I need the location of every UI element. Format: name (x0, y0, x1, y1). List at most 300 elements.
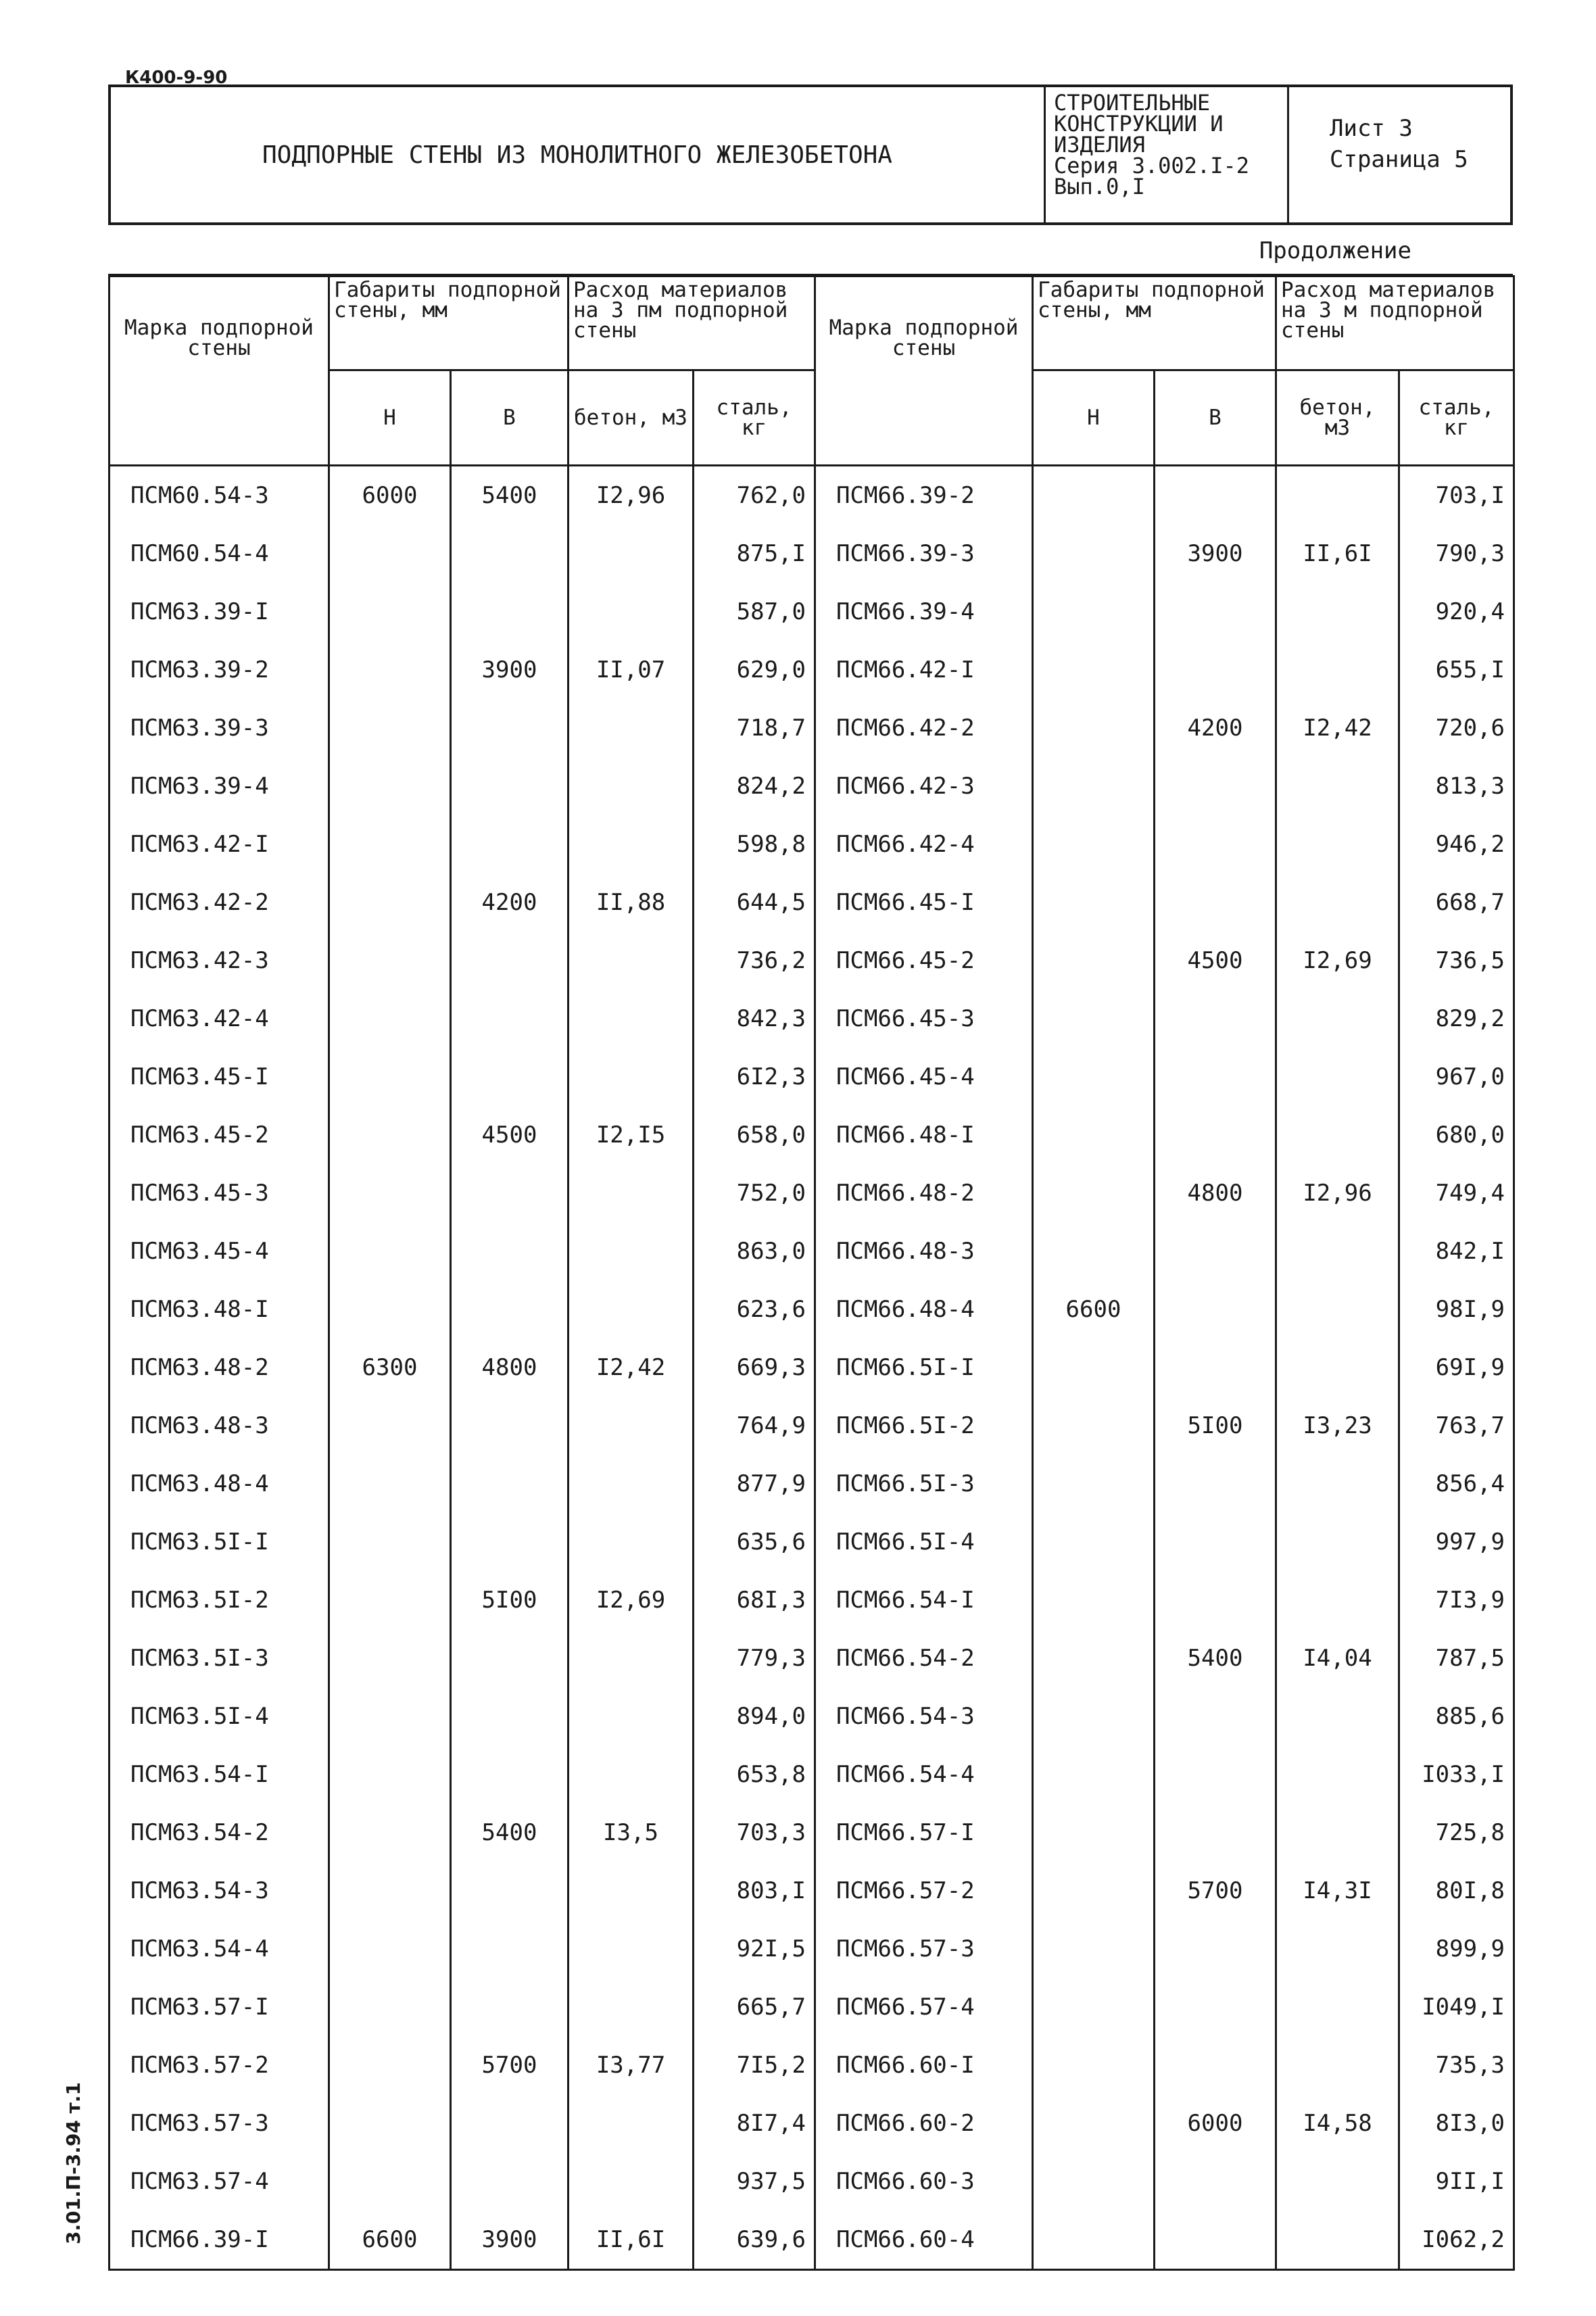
cell-h (329, 1687, 451, 1745)
cell-h (1033, 466, 1155, 525)
cell-b (451, 1455, 569, 1513)
cell-concrete (1276, 1222, 1399, 1280)
cell-mark: ПСМ66.60-2 (815, 2094, 1033, 2152)
cell-concrete: I2,69 (569, 1571, 694, 1629)
cell-b (451, 1048, 569, 1106)
cell-mark: ПСМ66.57-3 (815, 1920, 1033, 1978)
col-header-steel: сталь, кг (1399, 370, 1514, 466)
cell-h (329, 990, 451, 1048)
cell-b (1155, 1513, 1276, 1571)
table-row (110, 1513, 1514, 1571)
cell-b: 3900 (1155, 525, 1276, 583)
page-number: Страница 5 (1330, 146, 1468, 173)
cell-mark: ПСМ66.39-I (110, 2211, 329, 2270)
table-row (110, 990, 1514, 1048)
cell-h (329, 1397, 451, 1455)
cell-h (329, 583, 451, 641)
cell-steel: 829,2 (1399, 990, 1514, 1048)
cell-concrete (1276, 2036, 1399, 2094)
cell-b: 4500 (1155, 932, 1276, 990)
cell-steel: 842,3 (694, 990, 815, 1048)
cell-b (451, 525, 569, 583)
cell-mark: ПСМ63.48-3 (110, 1397, 329, 1455)
cell-steel: 863,0 (694, 1222, 815, 1280)
cell-b (1155, 2211, 1276, 2270)
cell-mark: ПСМ66.60-I (815, 2036, 1033, 2094)
cell-h (329, 525, 451, 583)
cell-h (329, 1804, 451, 1862)
cell-b (1155, 2036, 1276, 2094)
cell-h (1033, 1164, 1155, 1222)
cell-h (329, 873, 451, 932)
cell-concrete (569, 1862, 694, 1920)
cell-steel: 653,8 (694, 1745, 815, 1804)
table-row (110, 525, 1514, 583)
cell-h (329, 2036, 451, 2094)
cell-b (451, 1280, 569, 1338)
series-block (1044, 87, 1287, 222)
cell-h (329, 932, 451, 990)
cell-b (451, 1397, 569, 1455)
cell-steel: 885,6 (1399, 1687, 1514, 1745)
cell-mark: ПСМ66.57-I (815, 1804, 1033, 1862)
cell-concrete (1276, 1978, 1399, 2036)
cell-concrete (569, 2094, 694, 2152)
series-line: КОНСТРУКЦИИ И (1054, 111, 1224, 137)
cell-mark: ПСМ66.39-4 (815, 583, 1033, 641)
table-row (110, 1280, 1514, 1338)
cell-mark: ПСМ63.45-I (110, 1048, 329, 1106)
col-header-concrete: бетон, м3 (569, 370, 694, 466)
cell-h (1033, 1397, 1155, 1455)
table-row (110, 1862, 1514, 1920)
cell-b: 6000 (1155, 2094, 1276, 2152)
cell-steel: 894,0 (694, 1687, 815, 1745)
cell-h (329, 699, 451, 757)
cell-b (451, 1222, 569, 1280)
cell-mark: ПСМ63.39-3 (110, 699, 329, 757)
cell-mark: ПСМ66.45-4 (815, 1048, 1033, 1106)
table-row (110, 641, 1514, 699)
cell-steel: 920,4 (1399, 583, 1514, 641)
cell-b: 5I00 (1155, 1397, 1276, 1455)
cell-concrete: II,88 (569, 873, 694, 932)
cell-steel: 856,4 (1399, 1455, 1514, 1513)
cell-h (1033, 873, 1155, 932)
cell-concrete: I2,42 (1276, 699, 1399, 757)
cell-h: 6000 (329, 466, 451, 525)
cell-concrete (569, 1280, 694, 1338)
cell-b (1155, 1571, 1276, 1629)
cell-mark: ПСМ66.5I-I (815, 1338, 1033, 1397)
cell-b: 3900 (451, 641, 569, 699)
cell-mark: ПСМ63.5I-2 (110, 1571, 329, 1629)
cell-steel: 997,9 (1399, 1513, 1514, 1571)
cell-steel: 69I,9 (1399, 1338, 1514, 1397)
cell-steel: 658,0 (694, 1106, 815, 1164)
cell-steel: 720,6 (1399, 699, 1514, 757)
table-row (110, 757, 1514, 815)
cell-steel: I062,2 (1399, 2211, 1514, 2270)
cell-concrete: I3,77 (569, 2036, 694, 2094)
cell-steel: 824,2 (694, 757, 815, 815)
cell-mark: ПСМ63.39-2 (110, 641, 329, 699)
cell-b: 4200 (1155, 699, 1276, 757)
cell-h (1033, 1687, 1155, 1745)
cell-steel: 623,6 (694, 1280, 815, 1338)
cell-mark: ПСМ66.60-3 (815, 2152, 1033, 2211)
cell-h (329, 1862, 451, 1920)
cell-b (451, 1513, 569, 1571)
table-row (110, 1338, 1514, 1397)
cell-concrete (569, 815, 694, 873)
cell-b (1155, 1687, 1276, 1745)
cell-steel: 736,5 (1399, 932, 1514, 990)
cell-mark: ПСМ63.45-3 (110, 1164, 329, 1222)
cell-h (329, 641, 451, 699)
cell-steel: 644,5 (694, 873, 815, 932)
cell-concrete (1276, 1048, 1399, 1106)
cell-mark: ПСМ63.54-I (110, 1745, 329, 1804)
cell-mark: ПСМ63.39-I (110, 583, 329, 641)
cell-mark: ПСМ63.57-4 (110, 2152, 329, 2211)
table-row (110, 1629, 1514, 1687)
cell-concrete (1276, 583, 1399, 641)
cell-b (1155, 873, 1276, 932)
cell-concrete (1276, 1920, 1399, 1978)
cell-b (1155, 583, 1276, 641)
cell-steel: 7I3,9 (1399, 1571, 1514, 1629)
cell-concrete: I2,I5 (569, 1106, 694, 1164)
cell-mark: ПСМ66.45-2 (815, 932, 1033, 990)
cell-b (1155, 1280, 1276, 1338)
cell-h (1033, 2211, 1155, 2270)
cell-mark: ПСМ63.42-2 (110, 873, 329, 932)
cell-mark: ПСМ60.54-3 (110, 466, 329, 525)
table-row (110, 932, 1514, 990)
table-row (110, 1571, 1514, 1629)
cell-concrete (569, 583, 694, 641)
cell-h (329, 1513, 451, 1571)
cell-b (451, 1629, 569, 1687)
cell-b: 5400 (451, 1804, 569, 1862)
cell-b: 4800 (1155, 1164, 1276, 1222)
cell-h (1033, 1978, 1155, 2036)
table-row (110, 2211, 1514, 2270)
cell-steel: 899,9 (1399, 1920, 1514, 1978)
cell-h (329, 1978, 451, 2036)
cell-concrete (1276, 815, 1399, 873)
cell-h (1033, 1804, 1155, 1862)
cell-b (451, 990, 569, 1048)
cell-steel: 764,9 (694, 1397, 815, 1455)
cell-b (1155, 2152, 1276, 2211)
cell-concrete: I3,5 (569, 1804, 694, 1862)
cell-h (329, 1920, 451, 1978)
cell-concrete (1276, 1804, 1399, 1862)
table-row (110, 1164, 1514, 1222)
col-header-dims: Габариты подпорной стены, мм (329, 276, 569, 370)
cell-steel: 7I5,2 (694, 2036, 815, 2094)
cell-h (329, 1280, 451, 1338)
cell-b (451, 1164, 569, 1222)
cell-h (1033, 699, 1155, 757)
cell-b: 4500 (451, 1106, 569, 1164)
cell-concrete (1276, 1106, 1399, 1164)
cell-steel: 635,6 (694, 1513, 815, 1571)
cell-steel: 598,8 (694, 815, 815, 873)
cell-mark: ПСМ66.48-I (815, 1106, 1033, 1164)
cell-concrete (1276, 641, 1399, 699)
cell-b (451, 815, 569, 873)
cell-b (1155, 466, 1276, 525)
cell-concrete (569, 1164, 694, 1222)
cell-h (1033, 641, 1155, 699)
cell-steel: 875,I (694, 525, 815, 583)
cell-h (1033, 1920, 1155, 1978)
cell-mark: ПСМ66.5I-4 (815, 1513, 1033, 1571)
cell-mark: ПСМ66.48-4 (815, 1280, 1033, 1338)
series-line: СТРОИТЕЛЬНЫЕ (1054, 90, 1211, 116)
cell-b (451, 1687, 569, 1745)
cell-concrete (569, 2152, 694, 2211)
table-row (110, 1804, 1514, 1862)
cell-mark: ПСМ63.45-4 (110, 1222, 329, 1280)
cell-steel: 946,2 (1399, 815, 1514, 873)
cell-mark: ПСМ63.45-2 (110, 1106, 329, 1164)
cell-h (329, 1455, 451, 1513)
col-header-steel: сталь, кг (694, 370, 815, 466)
sheet-block (1287, 87, 1510, 222)
cell-mark: ПСМ66.42-I (815, 641, 1033, 699)
document-title: ПОДПОРНЫЕ СТЕНЫ ИЗ МОНОЛИТНОГО ЖЕЛЕЗОБЕТОНА (262, 141, 892, 169)
cell-h (329, 2094, 451, 2152)
cell-steel: 790,3 (1399, 525, 1514, 583)
cell-concrete (1276, 1571, 1399, 1629)
cell-b (451, 932, 569, 990)
document-code: К400-9-90 (125, 68, 228, 88)
cell-concrete (569, 1048, 694, 1106)
cell-steel: 629,0 (694, 641, 815, 699)
cell-h (329, 815, 451, 873)
cell-h (1033, 1048, 1155, 1106)
cell-concrete (569, 1222, 694, 1280)
cell-steel: 937,5 (694, 2152, 815, 2211)
cell-h (1033, 1513, 1155, 1571)
cell-concrete (1276, 1280, 1399, 1338)
cell-h (1033, 2036, 1155, 2094)
cell-h (329, 1745, 451, 1804)
title-block (108, 85, 1513, 225)
cell-concrete (569, 1513, 694, 1571)
col-header-b: В (451, 370, 569, 466)
cell-h (1033, 2152, 1155, 2211)
cell-steel: 803,I (694, 1862, 815, 1920)
cell-concrete (1276, 466, 1399, 525)
cell-b: 4800 (451, 1338, 569, 1397)
cell-steel: 8I7,4 (694, 2094, 815, 2152)
cell-concrete (569, 525, 694, 583)
cell-steel: 92I,5 (694, 1920, 815, 1978)
cell-mark: ПСМ66.5I-3 (815, 1455, 1033, 1513)
table-row (110, 583, 1514, 641)
cell-steel: 639,6 (694, 2211, 815, 2270)
cell-steel: 763,7 (1399, 1397, 1514, 1455)
cell-h (329, 1164, 451, 1222)
cell-mark: ПСМ63.54-3 (110, 1862, 329, 1920)
cell-b (1155, 641, 1276, 699)
cell-concrete (569, 932, 694, 990)
cell-steel: 787,5 (1399, 1629, 1514, 1687)
cell-b: 5400 (451, 466, 569, 525)
cell-b: 4200 (451, 873, 569, 932)
cell-concrete (569, 1397, 694, 1455)
cell-steel: 665,7 (694, 1978, 815, 2036)
cell-b (1155, 1106, 1276, 1164)
cell-mark: ПСМ63.42-I (110, 815, 329, 873)
table-row (110, 1048, 1514, 1106)
cell-b (1155, 815, 1276, 873)
cell-steel: 587,0 (694, 583, 815, 641)
cell-concrete (569, 990, 694, 1048)
cell-steel: 703,3 (694, 1804, 815, 1862)
cell-b (1155, 1745, 1276, 1804)
table-row (110, 1745, 1514, 1804)
cell-h (1033, 1106, 1155, 1164)
cell-mark: ПСМ63.48-2 (110, 1338, 329, 1397)
cell-h (1033, 1455, 1155, 1513)
cell-h (1033, 525, 1155, 583)
series-line: ИЗДЕЛИЯ (1054, 132, 1145, 158)
table-row (110, 466, 1514, 525)
cell-steel: 735,3 (1399, 2036, 1514, 2094)
cell-steel: 842,I (1399, 1222, 1514, 1280)
cell-concrete: I3,23 (1276, 1397, 1399, 1455)
cell-concrete (1276, 990, 1399, 1048)
cell-mark: ПСМ66.54-3 (815, 1687, 1033, 1745)
cell-b (451, 699, 569, 757)
cell-steel: 736,2 (694, 932, 815, 990)
cell-b (1155, 1804, 1276, 1862)
cell-mark: ПСМ63.57-3 (110, 2094, 329, 2152)
table-row (110, 1397, 1514, 1455)
cell-concrete: II,6I (569, 2211, 694, 2270)
cell-steel: 8I3,0 (1399, 2094, 1514, 2152)
cell-concrete (1276, 1338, 1399, 1397)
table-row (110, 2094, 1514, 2152)
cell-concrete: II,6I (1276, 525, 1399, 583)
cell-h (1033, 990, 1155, 1048)
table-row (110, 1978, 1514, 2036)
cell-concrete: I4,3I (1276, 1862, 1399, 1920)
table-row (110, 1222, 1514, 1280)
table-row (110, 2152, 1514, 2211)
col-header-dims: Габариты подпорной стены, мм (1033, 276, 1276, 370)
col-header-material: Расход материалов на 3 м подпорной стены (1276, 276, 1514, 370)
cell-concrete (569, 1978, 694, 2036)
cell-steel: 6I2,3 (694, 1048, 815, 1106)
cell-h (1033, 1571, 1155, 1629)
col-header-b: В (1155, 370, 1276, 466)
cell-steel: 9II,I (1399, 2152, 1514, 2211)
table-row (110, 1455, 1514, 1513)
cell-b (451, 1745, 569, 1804)
cell-b (451, 1862, 569, 1920)
cell-mark: ПСМ66.54-I (815, 1571, 1033, 1629)
cell-concrete: I2,69 (1276, 932, 1399, 990)
table-row (110, 1687, 1514, 1745)
cell-b (451, 1920, 569, 1978)
cell-steel: 655,I (1399, 641, 1514, 699)
cell-b (451, 757, 569, 815)
cell-mark: ПСМ66.39-3 (815, 525, 1033, 583)
cell-b (1155, 1048, 1276, 1106)
cell-concrete (569, 1629, 694, 1687)
cell-concrete (1276, 757, 1399, 815)
cell-b: 3900 (451, 2211, 569, 2270)
cell-b (1155, 1455, 1276, 1513)
cell-concrete (569, 757, 694, 815)
cell-mark: ПСМ66.60-4 (815, 2211, 1033, 2270)
cell-mark: ПСМ66.54-4 (815, 1745, 1033, 1804)
col-header-h: Н (1033, 370, 1155, 466)
cell-steel: 98I,9 (1399, 1280, 1514, 1338)
cell-steel: 877,9 (694, 1455, 815, 1513)
cell-b: 5400 (1155, 1629, 1276, 1687)
cell-mark: ПСМ63.42-3 (110, 932, 329, 990)
cell-mark: ПСМ63.5I-I (110, 1513, 329, 1571)
cell-steel: 725,8 (1399, 1804, 1514, 1862)
cell-h (1033, 1338, 1155, 1397)
cell-mark: ПСМ66.48-2 (815, 1164, 1033, 1222)
cell-mark: ПСМ66.39-2 (815, 466, 1033, 525)
cell-mark: ПСМ60.54-4 (110, 525, 329, 583)
cell-h: 6600 (329, 2211, 451, 2270)
cell-mark: ПСМ63.42-4 (110, 990, 329, 1048)
cell-h: 6300 (329, 1338, 451, 1397)
cell-concrete (1276, 2211, 1399, 2270)
cell-concrete: I2,96 (1276, 1164, 1399, 1222)
cell-h (329, 1106, 451, 1164)
cell-h (329, 1571, 451, 1629)
cell-h (329, 2152, 451, 2211)
cell-h (1033, 583, 1155, 641)
cell-h (1033, 815, 1155, 873)
cell-concrete (1276, 1745, 1399, 1804)
cell-steel: 669,3 (694, 1338, 815, 1397)
side-code: 3.01.П-3.94 т.1 (62, 2082, 84, 2244)
cell-steel: 80I,8 (1399, 1862, 1514, 1920)
cell-h (329, 1048, 451, 1106)
cell-b (1155, 990, 1276, 1048)
cell-mark: ПСМ66.45-I (815, 873, 1033, 932)
cell-concrete (569, 1455, 694, 1513)
cell-h (1033, 1222, 1155, 1280)
cell-b (1155, 1222, 1276, 1280)
cell-steel: 967,0 (1399, 1048, 1514, 1106)
table-row (110, 1106, 1514, 1164)
cell-b (1155, 1338, 1276, 1397)
cell-steel: I033,I (1399, 1745, 1514, 1804)
cell-steel: 749,4 (1399, 1164, 1514, 1222)
cell-mark: ПСМ66.57-2 (815, 1862, 1033, 1920)
cell-concrete (569, 699, 694, 757)
cell-mark: ПСМ63.54-2 (110, 1804, 329, 1862)
cell-mark: ПСМ66.48-3 (815, 1222, 1033, 1280)
cell-steel: 680,0 (1399, 1106, 1514, 1164)
col-header-mark: Марка подпорной стены (815, 276, 1033, 466)
data-table (108, 275, 1515, 2271)
